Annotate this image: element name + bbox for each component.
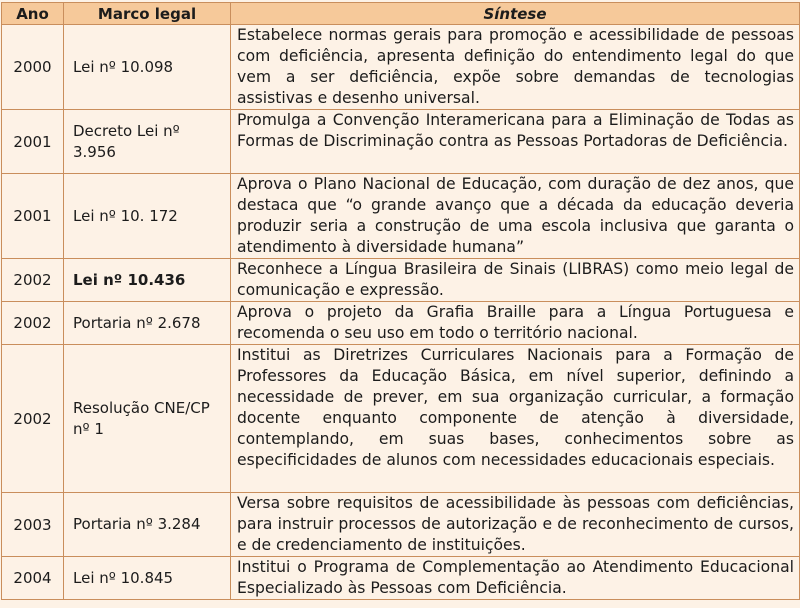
cell-sintese: Aprova o projeto da Grafia Braille para a Língua Portuguesa e recomenda o seu uso em todo o território nacional. [231,302,800,345]
cell-marco-legal: Lei nº 10.436 [64,259,231,302]
cell-marco-legal: Portaria nº 3.284 [64,493,231,557]
cell-marco-legal: Lei nº 10.098 [64,25,231,110]
table-row [2,345,800,493]
table-row [2,302,800,345]
cell-ano: 2001 [2,174,64,259]
cell-ano: 2000 [2,25,64,110]
legal-framework-table [1,2,800,600]
header-row [2,3,800,25]
table-row [2,259,800,302]
table-row [2,25,800,110]
cell-sintese: Reconhece a Língua Brasileira de Sinais (LIBRAS) como meio legal de comunicação e expressão. [231,259,800,302]
cell-sintese: Estabelece normas gerais para promoção e acessibilidade de pessoas com deficiência, apresenta definição do entendimento legal do que vem a ser deficiência, expõe sobre demandas de tecnologias assistivas e desenho universal. [231,25,800,110]
header-ano: Ano [2,3,64,25]
table-row [2,174,800,259]
cell-sintese: Versa sobre requisitos de acessibilidade às pessoas com deficiências, para instruir processos de autorização e de reconhecimento de cursos, e de credenciamento de instituições. [231,493,800,557]
cell-ano: 2001 [2,110,64,174]
table-row [2,493,800,557]
table-row [2,557,800,600]
cell-marco-legal: Lei nº 10. 172 [64,174,231,259]
cell-ano: 2002 [2,302,64,345]
cell-marco-legal: Lei nº 10.845 [64,557,231,600]
cell-marco-legal: Portaria nº 2.678 [64,302,231,345]
cell-sintese: Aprova o Plano Nacional de Educação, com duração de dez anos, que destaca que “o grande avanço que a década da educação deveria produzir seria a construção de uma escola inclusiva que garanta o atendimento à diversidade humana” [231,174,800,259]
cell-sintese: Institui as Diretrizes Curriculares Nacionais para a Formação de Professores da Educação Básica, em nível superior, definindo a necessidade de prever, em sua organização curricular, a formação docente enquanto componente de atenção à diversidade, contemplando, em suas bases, conhecimentos sobre as especificidades de alunos com necessidades educacionais especiais. [231,345,800,493]
cell-ano: 2002 [2,259,64,302]
cell-marco-legal: Resolução CNE/CP nº 1 [64,345,231,493]
cell-ano: 2004 [2,557,64,600]
header-marco-legal: Marco legal [64,3,231,25]
cell-marco-legal: Decreto Lei nº 3.956 [64,110,231,174]
cell-sintese: Promulga a Convenção Interamericana para a Eliminação de Todas as Formas de Discriminação contra as Pessoas Portadoras de Deficiência. [231,110,800,174]
cell-ano: 2003 [2,493,64,557]
header-sintese: Síntese [231,3,800,25]
cell-ano: 2002 [2,345,64,493]
cell-sintese: Institui o Programa de Complementação ao Atendimento Educacional Especializado às Pessoas com Deficiência. [231,557,800,600]
table-row [2,110,800,174]
